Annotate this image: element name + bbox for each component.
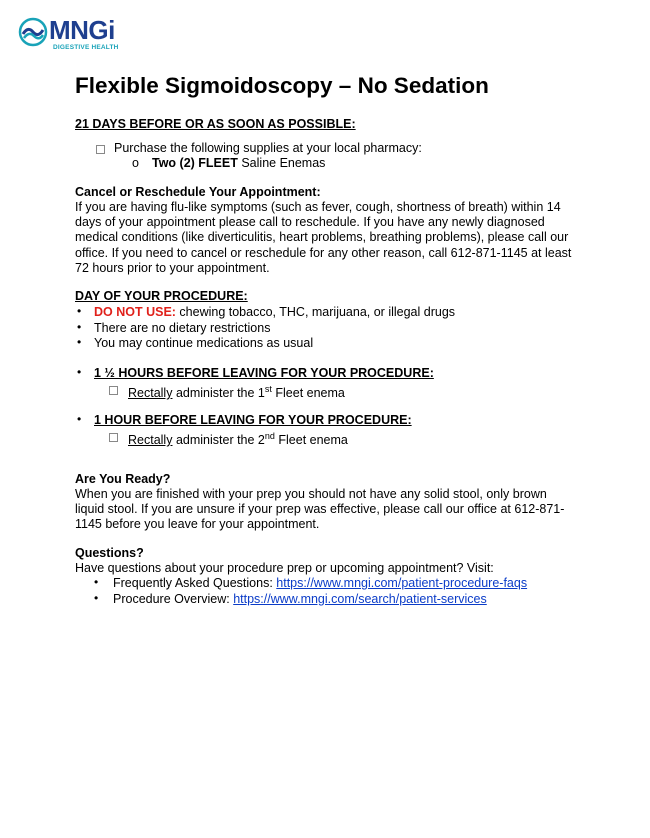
step2-heading: 1 HOUR BEFORE LEAVING FOR YOUR PROCEDURE: [94, 413, 412, 427]
overview-item [113, 592, 487, 607]
day-of-procedure-heading: DAY OF YOUR PROCEDURE: [75, 289, 248, 303]
checkbox-icon [109, 386, 118, 395]
fleet-enema-item [152, 156, 325, 171]
logo-tagline: DIGESTIVE HEALTH [53, 44, 119, 51]
bullet-icon: • [77, 320, 82, 334]
faq-label: Frequently Asked Questions: [113, 576, 277, 590]
step2-sup: nd [264, 431, 275, 441]
mngi-logo [18, 15, 138, 55]
overview-label: Procedure Overview: [113, 592, 234, 606]
logo-mark-icon [18, 17, 48, 47]
cancel-heading: Cancel or Reschedule Your Appointment: [75, 185, 321, 199]
step1-rectally: Rectally [128, 386, 173, 400]
do-not-use-label: DO NOT USE: [94, 305, 176, 319]
bullet-icon: • [94, 591, 99, 605]
do-not-use-item [94, 305, 455, 320]
step1-sup: st [264, 384, 272, 394]
step1-instruction [128, 382, 345, 401]
step2-instruction [128, 429, 348, 448]
step2-pre: administer the 2 [172, 433, 265, 447]
step2-rectally: Rectally [128, 433, 173, 447]
ready-heading: Are You Ready? [75, 472, 171, 486]
checkbox-icon [109, 433, 118, 442]
step1-heading: 1 ½ HOURS BEFORE LEAVING FOR YOUR PROCEDURE: [94, 366, 434, 380]
no-dietary-item: There are no dietary restrictions [94, 321, 271, 335]
do-not-use-text: chewing tobacco, THC, marijuana, or illegal drugs [175, 305, 456, 319]
section-21-days-heading: 21 DAYS BEFORE OR AS SOON AS POSSIBLE: [75, 117, 356, 131]
step2-post: Fleet enema [274, 433, 348, 447]
questions-heading: Questions? [75, 546, 144, 560]
fleet-enema-rest: Saline Enemas [237, 156, 326, 170]
step1-post: Fleet enema [271, 386, 345, 400]
faq-link[interactable]: https://www.mngi.com/patient-procedure-faqs [276, 576, 528, 590]
ready-body: When you are finished with your prep you should not have any solid stool, only brown liquid stool. If you are unsure if your prep was effective, please call our office at 612-871-1145 before you leave for your appointment. [75, 487, 565, 532]
page-title: Flexible Sigmoidoscopy – No Sedation [75, 73, 489, 98]
bullet-icon: • [77, 335, 82, 349]
purchase-supplies-text: Purchase the following supplies at your local pharmacy: [114, 141, 422, 155]
fleet-enema-bold: Two (2) FLEET [152, 156, 238, 170]
faq-item [113, 576, 527, 591]
logo-wordmark: MNGi [49, 15, 115, 45]
bullet-icon: • [94, 575, 99, 589]
circle-bullet-icon: o [132, 156, 139, 170]
bullet-icon: • [77, 365, 82, 379]
overview-link[interactable]: https://www.mngi.com/search/patient-services [233, 592, 487, 606]
cancel-body: If you are having flu-like symptoms (such as fever, cough, shortness of breath) within 14 days of your appointment please call to reschedule. If you have any newly diagnosed medical conditions (like diverticulitis, heart problems, breathing problems), please call our office. If you need to cancel or reschedule for any other reason, call 612-871-1145 at least 72 hours prior to your appointment. [75, 200, 572, 275]
questions-intro: Have questions about your procedure prep or upcoming appointment? Visit: [75, 561, 494, 575]
continue-medications-item: You may continue medications as usual [94, 336, 314, 350]
step1-pre: administer the 1 [172, 386, 265, 400]
bullet-icon: • [77, 304, 82, 318]
checkbox-icon [96, 145, 105, 154]
bullet-icon: • [77, 412, 82, 426]
